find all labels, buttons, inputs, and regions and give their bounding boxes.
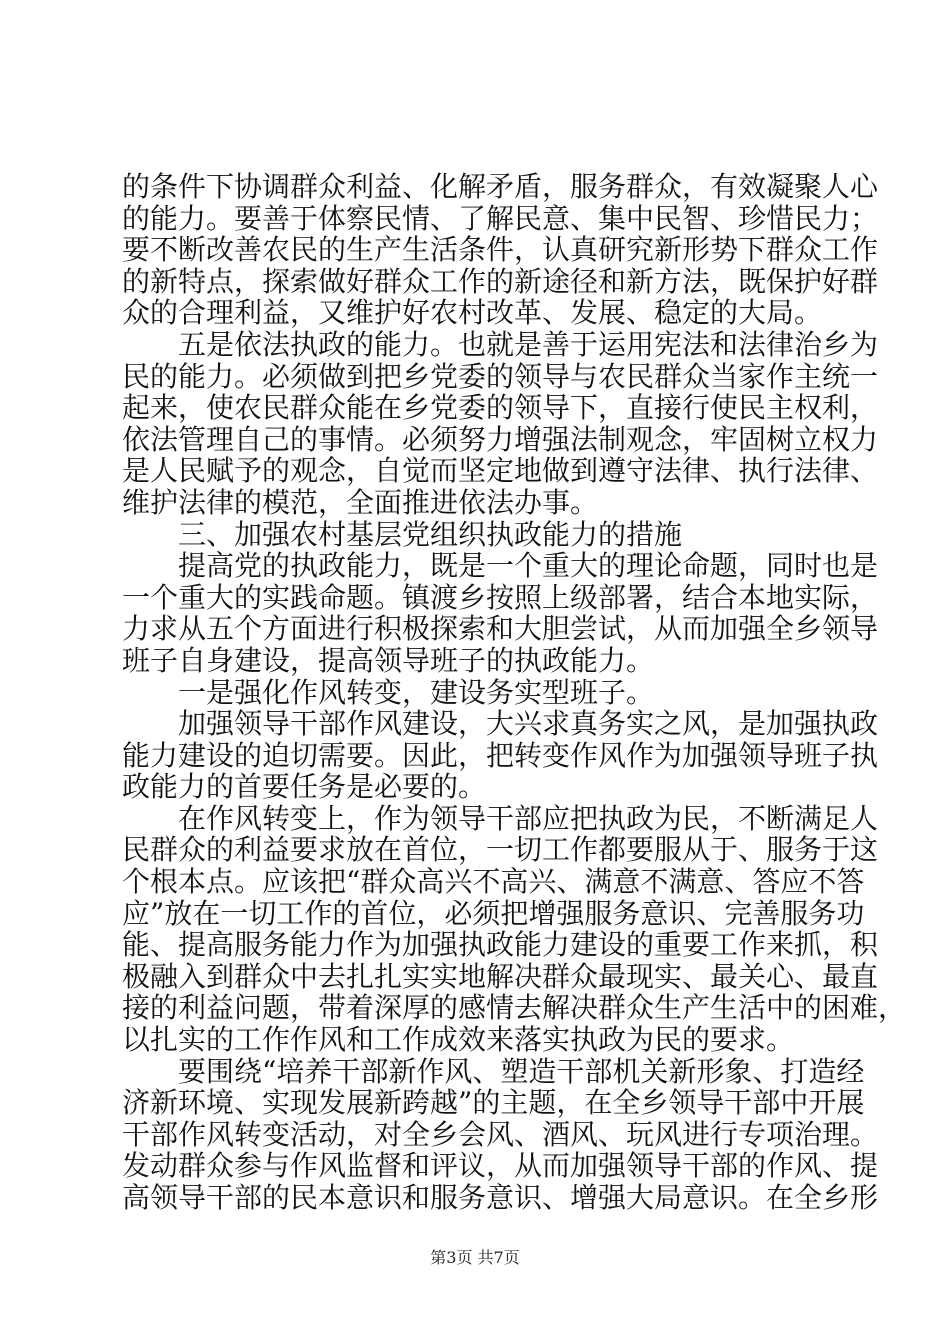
text-line: 干部作风转变活动，对全乡会风、酒风、玩风进行专项治理。 [122,1117,879,1151]
text-line: 加强领导干部作风建设，大兴求真务实之风，是加强执政 [178,707,879,741]
text-line: 在作风转变上，作为领导干部应把执政为民，不断满足人 [178,801,879,835]
text-line: 三、加强农村基层党组织执政能力的措施 [178,517,683,551]
text-line: 一是强化作风转变，建设务实型班子。 [178,675,655,709]
text-line: 的能力。要善于体察民情、了解民意、集中民智、珍惜民力； [122,201,879,235]
text-line: 个根本点。应该把“群众高兴不高兴、满意不满意、答应不答 [122,865,865,899]
text-line: 班子自身建设，提高领导班子的执政能力。 [122,643,655,677]
text-line: 政能力的首要任务是必要的。 [122,770,487,804]
page-footer: 第3页 共7页 [430,1248,520,1267]
text-line: 提高党的执政能力，既是一个重大的理论命题，同时也是 [178,549,879,583]
text-line: 众的合理利益，又维护好农村改革、发展、稳定的大局。 [122,296,823,330]
text-line: 济新环境、实现发展新跨越”的主题，在全乡领导干部中开展 [122,1086,865,1120]
text-line: 民群众的利益要求放在首位，一切工作都要服从于、服务于这 [122,833,879,867]
text-line: 要不断改善农民的生产生活条件，认真研究新形势下群众工作 [122,233,879,267]
text-line: 高领导干部的民本意识和服务意识、增强大局意识。在全乡形 [122,1181,879,1214]
text-line: 起来，使农民群众能在乡党委的领导下，直接行使民主权利， [122,391,879,425]
text-line: 能力建设的迫切需要。因此，把转变作风作为加强领导班子执 [122,738,879,772]
text-line: 发动群众参与作风监督和评议，从而加强领导干部的作风、提 [122,1149,879,1183]
text-line: 民的能力。必须做到把乡党委的领导与农民群众当家作主统一 [122,359,879,393]
text-line: 的条件下协调群众利益、化解矛盾，服务群众，有效凝聚人心 [122,170,879,203]
text-line: 极融入到群众中去扎扎实实地解决群众最现实、最关心、最直 [122,959,879,993]
text-line: 要围绕“培养干部新作风、塑造干部机关新形象、打造经 [178,1054,865,1088]
text-line: 一个重大的实践命题。镇渡乡按照上级部署，结合本地实际， [122,580,879,614]
text-line: 以扎实的工作作风和工作成效来落实执政为民的要求。 [122,1023,795,1057]
text-line: 能、提高服务能力作为加强执政能力建设的重要工作来抓，积 [122,928,879,962]
text-line: 维护法律的模范，全面推进依法办事。 [122,485,599,519]
text-line: 接的利益问题，带着深厚的感情去解决群众生产生活中的困难， [122,991,907,1025]
text-line: 应”放在一切工作的首位，必须把增强服务意识、完善服务功 [122,896,865,930]
text-line: 五是依法执政的能力。也就是善于运用宪法和法律治乡为 [178,327,879,361]
text-line: 力求从五个方面进行积极探索和大胆尝试，从而加强全乡领导 [122,612,879,646]
text-line: 依法管理自己的事情。必须努力增强法制观念，牢固树立权力 [122,422,879,456]
text-line: 是人民赋予的观念，自觉而坚定地做到遵守法律、执行法律、 [122,454,879,488]
text-line: 的新特点，探索做好群众工作的新途径和新方法，既保护好群 [122,264,879,298]
document-body [122,170,907,1214]
